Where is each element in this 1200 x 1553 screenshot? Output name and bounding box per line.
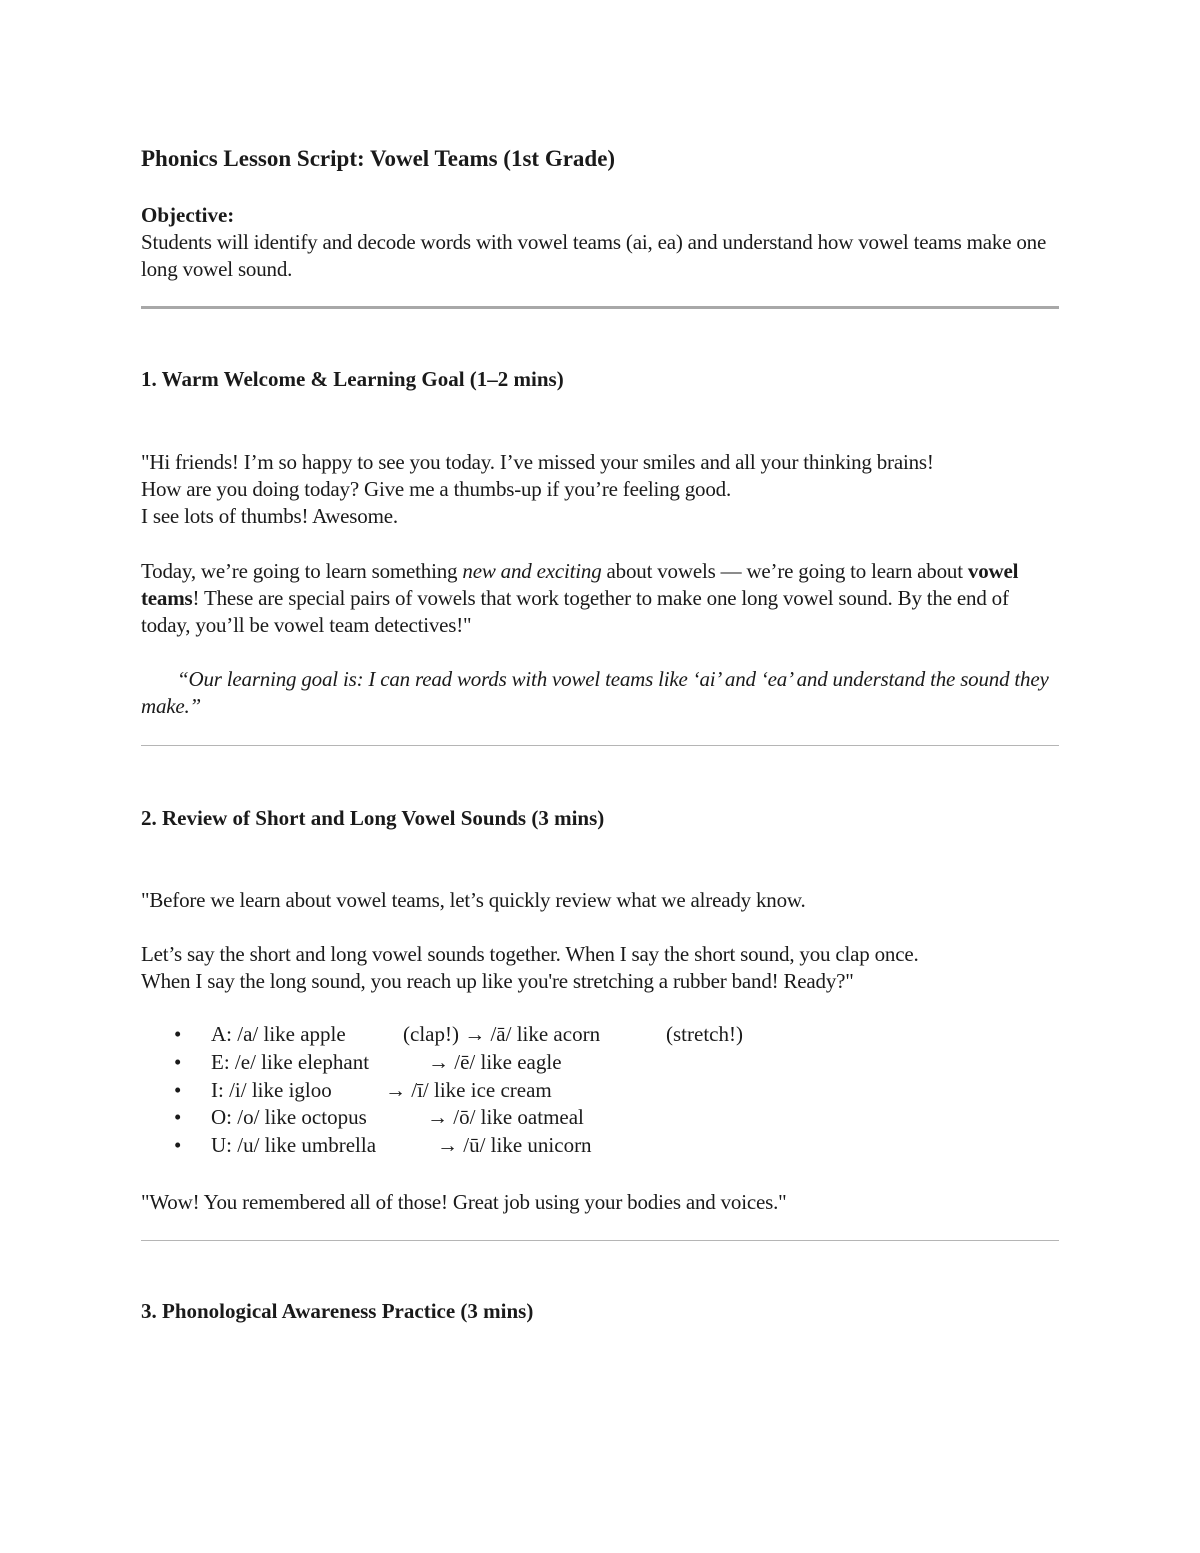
- welcome-paragraph: [141, 449, 1061, 530]
- review-instructions-paragraph: [141, 941, 1061, 995]
- divider: [141, 1240, 1059, 1241]
- section-heading-3: 3. Phonological Awareness Practice (3 mins): [141, 1299, 534, 1323]
- review-praise-paragraph: "Wow! You remembered all of those! Great job using your bodies and voices.": [141, 1190, 787, 1214]
- welcome-line-3: I see lots of thumbs! Awesome.: [141, 504, 398, 528]
- short-vowel-sound: U: /u/ like umbrella: [211, 1133, 377, 1158]
- action-cue: (stretch!): [666, 1022, 743, 1046]
- long-vowel-sound: → /ē/ like eagle: [428, 1049, 562, 1074]
- list-item: [141, 1132, 1041, 1160]
- section-heading-1: 1. Warm Welcome & Learning Goal (1–2 mins): [141, 367, 564, 391]
- bullet-icon: •: [174, 1077, 182, 1102]
- intro-text-b: about vowels — we’re going to learn about: [601, 559, 968, 583]
- bullet-icon: •: [174, 1133, 182, 1158]
- intro-paragraph: [141, 558, 1061, 639]
- welcome-line-1: "Hi friends! I’m so happy to see you today. I’ve missed your smiles and all your thinking brains!: [141, 450, 934, 474]
- bullet-icon: •: [174, 1022, 182, 1046]
- short-vowel-sound: I: /i/ like igloo: [211, 1077, 332, 1102]
- learning-goal-quote: “Our learning goal is: I can read words with vowel teams like ‘ai’ and ‘ea’ and understand the sound they make.”: [141, 667, 1049, 718]
- long-vowel-sound: → /ī/ like ice cream: [385, 1077, 552, 1102]
- list-item: [141, 1077, 1041, 1105]
- objective-heading: Objective:: [141, 203, 235, 227]
- review-intro-paragraph: "Before we learn about vowel teams, let’s quickly review what we already know.: [141, 888, 806, 912]
- short-vowel-sound: O: /o/ like octopus: [211, 1105, 367, 1130]
- list-item: [141, 1021, 1041, 1049]
- intro-bold-term: vowel teams: [141, 559, 1019, 610]
- vowel-sounds-list: [141, 1021, 1041, 1160]
- list-item: [141, 1049, 1041, 1077]
- long-vowel-sound: (clap!) → /ā/ like acorn: [403, 1022, 601, 1046]
- objective-text: Students will identify and decode words with vowel teams (ai, ea) and understand how vowel teams make one long vowel sound.: [141, 230, 1047, 281]
- short-vowel-sound: E: /e/ like elephant: [211, 1049, 370, 1074]
- short-vowel-sound: A: /a/ like apple: [211, 1022, 346, 1046]
- long-vowel-sound: → /ū/ like unicorn: [437, 1133, 592, 1158]
- intro-text-a: Today, we’re going to learn something: [141, 559, 463, 583]
- list-item: [141, 1104, 1041, 1132]
- review-instructions-line-2: When I say the long sound, you reach up like you're stretching a rubber band! Ready?": [141, 969, 854, 993]
- long-vowel-sound: → /ō/ like oatmeal: [427, 1105, 584, 1130]
- intro-text-c: ! These are special pairs of vowels that work together to make one long vowel sound. By the end of today, you’ll be vowel team detectives!": [141, 586, 1009, 637]
- divider: [141, 745, 1059, 746]
- welcome-line-2: How are you doing today? Give me a thumbs-up if you’re feeling good.: [141, 477, 731, 501]
- intro-emphasis: new and exciting: [462, 559, 602, 583]
- bullet-icon: •: [174, 1105, 182, 1130]
- section-heading-2: 2. Review of Short and Long Vowel Sounds (3 mins): [141, 806, 605, 830]
- review-instructions-line-1: Let’s say the short and long vowel sounds together. When I say the short sound, you clap once.: [141, 942, 919, 966]
- divider: [141, 306, 1059, 309]
- page-title: Phonics Lesson Script: Vowel Teams (1st Grade): [141, 146, 616, 171]
- bullet-icon: •: [174, 1049, 182, 1074]
